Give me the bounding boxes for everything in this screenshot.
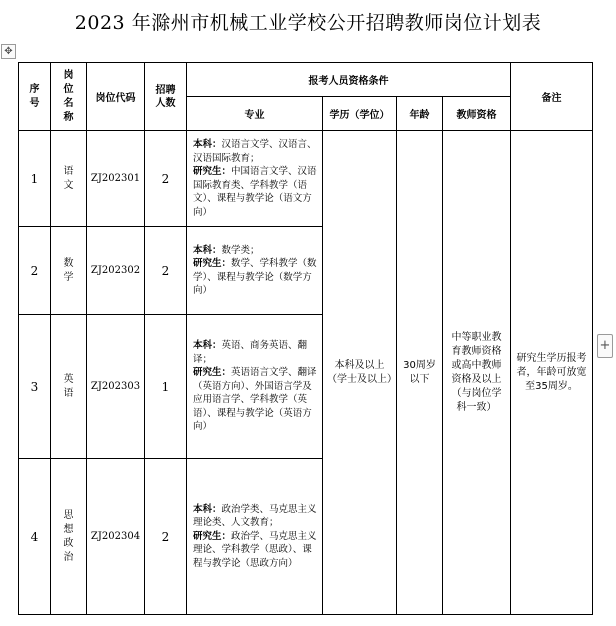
cell-quota: 2: [145, 131, 187, 227]
cell-major: 本科：数学类； 研究生：数学、学科教学（数学）、课程与教学论（数学方向）: [187, 227, 323, 315]
page-title: 2023 年滁州市机械工业学校公开招聘教师岗位计划表: [74, 12, 542, 34]
cell-post-name: 英语: [51, 315, 87, 459]
cell-post-code: ZJ202303: [87, 315, 145, 459]
cell-post-name: 语文: [51, 131, 87, 227]
cell-post-name: 数学: [51, 227, 87, 315]
header-qualifications: 报考人员资格条件: [187, 63, 511, 97]
header-quota: 招聘人数: [145, 63, 187, 131]
cell-quota: 1: [145, 315, 187, 459]
job-plan-table: [18, 62, 593, 615]
cell-seq: 4: [19, 459, 51, 615]
cell-remarks: 研究生学历报考者，年龄可放宽至35周岁。: [511, 131, 593, 615]
cell-post-code: ZJ202302: [87, 227, 145, 315]
add-row-icon[interactable]: +: [597, 334, 613, 358]
cell-quota: 2: [145, 227, 187, 315]
cell-education: 本科及以上（学士及以上）: [323, 131, 397, 615]
cell-seq: 3: [19, 315, 51, 459]
header-teacher-cert: 教师资格: [443, 97, 511, 131]
cell-seq: 2: [19, 227, 51, 315]
cell-seq: 1: [19, 131, 51, 227]
table-move-handle-icon[interactable]: ✥: [1, 44, 16, 59]
cell-age: 30周岁以下: [397, 131, 443, 615]
cell-post-code: ZJ202301: [87, 131, 145, 227]
cell-major: 本科：政治学类、马克思主义理论类、人文教育； 研究生：政治学、马克思主义理论、学科教学（思政）、课程与教学论（思政方向）: [187, 459, 323, 615]
header-post-name: 岗位名称: [51, 63, 87, 131]
header-education: 学历（学位）: [323, 97, 397, 131]
cell-post-name: 思想政治: [51, 459, 87, 615]
header-remarks: 备注: [511, 63, 593, 131]
cell-major: 本科：汉语言文学、汉语言、汉语国际教育； 研究生：中国语言文学、汉语国际教育类、学科教学（语文）、课程与教学论（语文方向）: [187, 131, 323, 227]
header-post-code: 岗位代码: [87, 63, 145, 131]
header-age: 年龄: [397, 97, 443, 131]
cell-teacher-cert: 中等职业教育教师资格或高中教师资格及以上（与岗位学科一致）: [443, 131, 511, 615]
table-row: [19, 131, 593, 227]
header-seq: 序号: [19, 63, 51, 131]
cell-quota: 2: [145, 459, 187, 615]
cell-post-code: ZJ202304: [87, 459, 145, 615]
cell-major: 本科：英语、商务英语、翻译； 研究生：英语语言文学、翻译（英语方向）、外国语言学及应用语言学、学科教学（英语）、课程与教学论（英语方向）: [187, 315, 323, 459]
header-major: 专业: [187, 97, 323, 131]
